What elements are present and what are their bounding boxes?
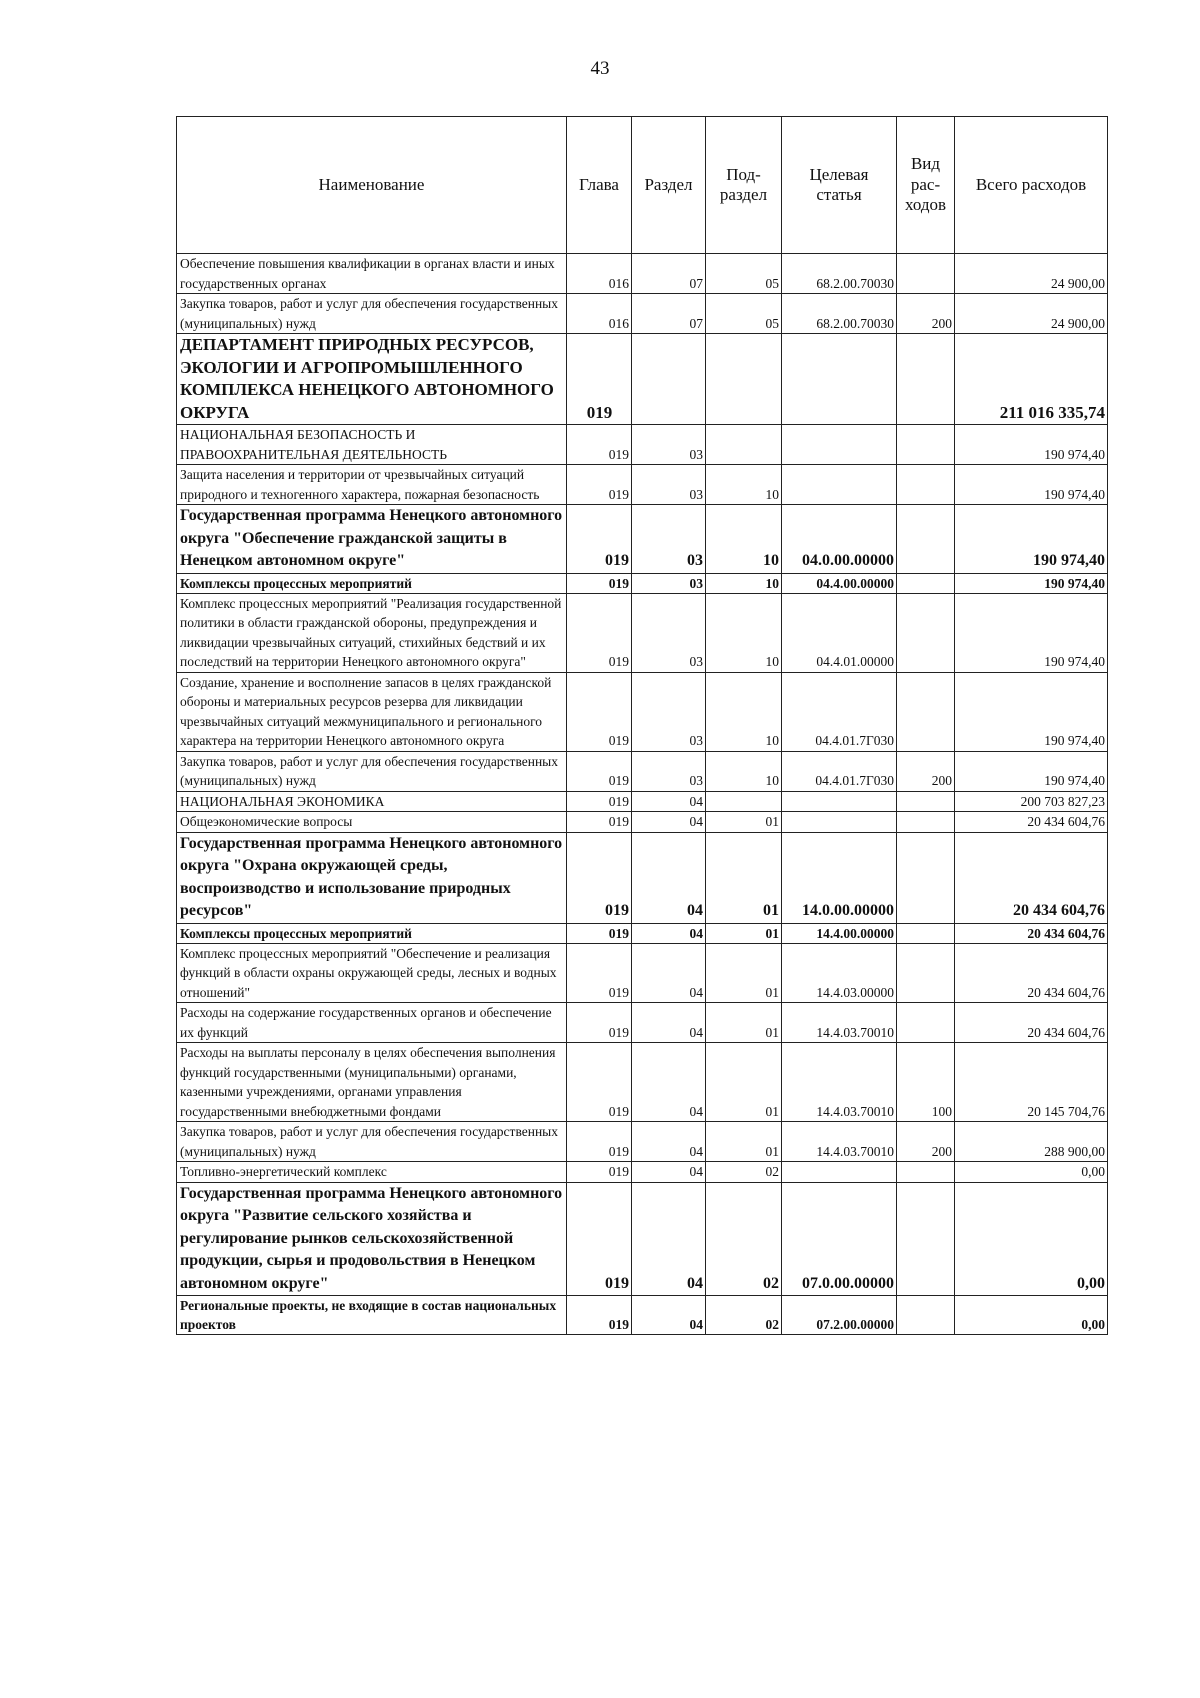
row-vid	[897, 943, 955, 1003]
row-razdel: 07	[632, 254, 706, 294]
row-podrazdel: 01	[706, 1122, 782, 1162]
row-tselevaya-statya	[782, 465, 897, 505]
row-total: 20 434 604,76	[955, 832, 1108, 923]
table-row	[177, 425, 1108, 465]
header-tselevaya-statya: Целевая статья	[782, 117, 897, 254]
row-vid	[897, 573, 955, 593]
row-total: 190 974,40	[955, 751, 1108, 791]
row-tselevaya-statya: 14.0.00.00000	[782, 832, 897, 923]
row-podrazdel: 01	[706, 943, 782, 1003]
row-vid	[897, 1003, 955, 1043]
row-podrazdel: 10	[706, 593, 782, 672]
row-podrazdel: 05	[706, 254, 782, 294]
row-vid	[897, 425, 955, 465]
header-total: Всего расходов	[955, 117, 1108, 254]
row-tselevaya-statya: 04.4.01.00000	[782, 593, 897, 672]
row-name: Комплекс процессных мероприятий "Реализация государственной политики в области гражданской обороны, предупреждения и ликвидации чрезвычайных ситуаций, стихийных бедствий и их последствий на территории Ненецкого автономного округа"	[177, 593, 567, 672]
row-podrazdel: 02	[706, 1296, 782, 1335]
row-name: Региональные проекты, не входящие в состав национальных проектов	[177, 1296, 567, 1335]
row-razdel: 04	[632, 1162, 706, 1183]
row-podrazdel	[706, 334, 782, 425]
row-total: 20 434 604,76	[955, 923, 1108, 943]
row-vid	[897, 832, 955, 923]
row-total: 20 145 704,76	[955, 1043, 1108, 1122]
row-glava: 019	[567, 573, 632, 593]
row-vid	[897, 791, 955, 812]
table-row-subprogram	[177, 1296, 1108, 1335]
table-row	[177, 1043, 1108, 1122]
row-total: 211 016 335,74	[955, 334, 1108, 425]
row-razdel: 03	[632, 425, 706, 465]
row-podrazdel: 10	[706, 672, 782, 751]
row-tselevaya-statya: 14.4.03.70010	[782, 1043, 897, 1122]
row-glava: 019	[567, 943, 632, 1003]
row-glava: 019	[567, 1296, 632, 1335]
row-total: 200 703 827,23	[955, 791, 1108, 812]
row-vid	[897, 505, 955, 574]
table-row-subprogram	[177, 923, 1108, 943]
table-row-program	[177, 1182, 1108, 1296]
row-tselevaya-statya: 04.4.01.7Г030	[782, 751, 897, 791]
table-row	[177, 1162, 1108, 1183]
row-glava: 019	[567, 1162, 632, 1183]
row-glava: 019	[567, 923, 632, 943]
row-razdel: 04	[632, 943, 706, 1003]
row-tselevaya-statya: 07.2.00.00000	[782, 1296, 897, 1335]
row-vid	[897, 672, 955, 751]
row-glava: 019	[567, 334, 632, 425]
row-glava: 019	[567, 812, 632, 833]
row-name: ДЕПАРТАМЕНТ ПРИРОДНЫХ РЕСУРСОВ, ЭКОЛОГИИ И АГРОПРОМЫШЛЕННОГО КОМПЛЕКСА НЕНЕЦКОГО АВТОНОМНОГО ОКРУГА	[177, 334, 567, 425]
row-razdel: 03	[632, 672, 706, 751]
row-total: 0,00	[955, 1162, 1108, 1183]
page-number: 43	[590, 58, 610, 79]
row-total: 190 974,40	[955, 672, 1108, 751]
row-vid	[897, 1182, 955, 1296]
row-glava: 019	[567, 1003, 632, 1043]
row-glava: 016	[567, 294, 632, 334]
row-tselevaya-statya	[782, 425, 897, 465]
row-podrazdel: 01	[706, 1043, 782, 1122]
row-name: НАЦИОНАЛЬНАЯ БЕЗОПАСНОСТЬ И ПРАВООХРАНИТЕЛЬНАЯ ДЕЯТЕЛЬНОСТЬ	[177, 425, 567, 465]
row-tselevaya-statya: 14.4.00.00000	[782, 923, 897, 943]
row-vid	[897, 254, 955, 294]
row-podrazdel: 02	[706, 1182, 782, 1296]
row-total: 190 974,40	[955, 425, 1108, 465]
row-name: Создание, хранение и восполнение запасов в целях гражданской обороны и материальных ресурсов резерва для ликвидации чрезвычайных ситуаций межмуниципального и регионального характера на территории Ненецкого автономного округа	[177, 672, 567, 751]
row-podrazdel: 05	[706, 294, 782, 334]
table-row-program	[177, 505, 1108, 574]
row-tselevaya-statya: 04.4.01.7Г030	[782, 672, 897, 751]
row-total: 20 434 604,76	[955, 943, 1108, 1003]
row-razdel: 04	[632, 1122, 706, 1162]
row-podrazdel: 01	[706, 923, 782, 943]
row-total: 24 900,00	[955, 294, 1108, 334]
row-vid	[897, 334, 955, 425]
table-row	[177, 791, 1108, 812]
row-total: 190 974,40	[955, 465, 1108, 505]
row-vid	[897, 1162, 955, 1183]
row-total: 20 434 604,76	[955, 812, 1108, 833]
row-razdel: 04	[632, 832, 706, 923]
row-tselevaya-statya: 14.4.03.70010	[782, 1003, 897, 1043]
row-razdel	[632, 334, 706, 425]
row-name: НАЦИОНАЛЬНАЯ ЭКОНОМИКА	[177, 791, 567, 812]
row-podrazdel: 02	[706, 1162, 782, 1183]
row-tselevaya-statya: 68.2.00.70030	[782, 294, 897, 334]
row-name: Закупка товаров, работ и услуг для обеспечения государственных (муниципальных) нужд	[177, 294, 567, 334]
header-razdel: Раздел	[632, 117, 706, 254]
row-podrazdel: 10	[706, 465, 782, 505]
row-name: Государственная программа Ненецкого автономного округа "Развитие сельского хозяйства и регулирование рынков сельскохозяйственной продукции, сырья и продовольствия в Ненецком автономном округе"	[177, 1182, 567, 1296]
row-name: Комплексы процессных мероприятий	[177, 573, 567, 593]
row-glava: 019	[567, 791, 632, 812]
row-name: Расходы на выплаты персоналу в целях обеспечения выполнения функций государственными (муниципальными) органами, казенными учреждениями, органами управления государственными внебюджетными фондами	[177, 1043, 567, 1122]
row-vid: 200	[897, 751, 955, 791]
row-name: Закупка товаров, работ и услуг для обеспечения государственных (муниципальных) нужд	[177, 1122, 567, 1162]
row-total: 24 900,00	[955, 254, 1108, 294]
row-tselevaya-statya	[782, 1162, 897, 1183]
row-total: 190 974,40	[955, 573, 1108, 593]
row-podrazdel	[706, 791, 782, 812]
header-podrazdel: Под- раздел	[706, 117, 782, 254]
table-row	[177, 812, 1108, 833]
row-razdel: 04	[632, 812, 706, 833]
row-name: Защита населения и территории от чрезвычайных ситуаций природного и техногенного характера, пожарная безопасность	[177, 465, 567, 505]
row-name: Закупка товаров, работ и услуг для обеспечения государственных (муниципальных) нужд	[177, 751, 567, 791]
row-tselevaya-statya: 07.0.00.00000	[782, 1182, 897, 1296]
row-podrazdel	[706, 425, 782, 465]
row-total: 190 974,40	[955, 593, 1108, 672]
row-razdel: 04	[632, 1182, 706, 1296]
row-name: Комплекс процессных мероприятий "Обеспечение и реализация функций в области охраны окружающей среды, лесных и водных отношений"	[177, 943, 567, 1003]
row-vid: 100	[897, 1043, 955, 1122]
row-name: Обеспечение повышения квалификации в органах власти и иных государственных органах	[177, 254, 567, 294]
header-name: Наименование	[177, 117, 567, 254]
table-row-department	[177, 334, 1108, 425]
row-name: Топливно-энергетический комплекс	[177, 1162, 567, 1183]
row-vid	[897, 1296, 955, 1335]
row-total: 288 900,00	[955, 1122, 1108, 1162]
table-row	[177, 1003, 1108, 1043]
row-podrazdel: 10	[706, 751, 782, 791]
row-total: 190 974,40	[955, 505, 1108, 574]
table-header-row	[177, 117, 1108, 254]
table-row	[177, 465, 1108, 505]
row-glava: 019	[567, 751, 632, 791]
row-razdel: 03	[632, 573, 706, 593]
row-tselevaya-statya: 04.4.00.00000	[782, 573, 897, 593]
table-row	[177, 943, 1108, 1003]
row-vid	[897, 593, 955, 672]
row-glava: 019	[567, 1043, 632, 1122]
row-razdel: 04	[632, 1043, 706, 1122]
row-tselevaya-statya: 04.0.00.00000	[782, 505, 897, 574]
header-vid-raskhodov: Вид рас- ходов	[897, 117, 955, 254]
row-total: 0,00	[955, 1182, 1108, 1296]
row-glava: 019	[567, 672, 632, 751]
row-name: Государственная программа Ненецкого автономного округа "Обеспечение гражданской защиты в Ненецком автономном округе"	[177, 505, 567, 574]
row-podrazdel: 10	[706, 505, 782, 574]
table-row	[177, 254, 1108, 294]
row-name: Расходы на содержание государственных органов и обеспечение их функций	[177, 1003, 567, 1043]
row-razdel: 03	[632, 505, 706, 574]
row-tselevaya-statya	[782, 791, 897, 812]
row-vid	[897, 923, 955, 943]
budget-table	[176, 116, 1108, 1335]
row-tselevaya-statya	[782, 334, 897, 425]
row-tselevaya-statya: 14.4.03.70010	[782, 1122, 897, 1162]
table-row	[177, 751, 1108, 791]
row-razdel: 03	[632, 593, 706, 672]
row-glava: 019	[567, 505, 632, 574]
row-name: Общеэкономические вопросы	[177, 812, 567, 833]
row-vid	[897, 812, 955, 833]
row-podrazdel: 01	[706, 832, 782, 923]
table-row	[177, 672, 1108, 751]
row-razdel: 07	[632, 294, 706, 334]
row-glava: 019	[567, 593, 632, 672]
row-razdel: 04	[632, 1296, 706, 1335]
table-row	[177, 1122, 1108, 1162]
row-razdel: 03	[632, 465, 706, 505]
row-tselevaya-statya: 68.2.00.70030	[782, 254, 897, 294]
row-podrazdel: 01	[706, 1003, 782, 1043]
row-glava: 019	[567, 465, 632, 505]
row-podrazdel: 10	[706, 573, 782, 593]
row-glava: 016	[567, 254, 632, 294]
row-tselevaya-statya: 14.4.03.00000	[782, 943, 897, 1003]
row-vid	[897, 465, 955, 505]
row-podrazdel: 01	[706, 812, 782, 833]
row-razdel: 04	[632, 1003, 706, 1043]
row-razdel: 03	[632, 751, 706, 791]
table-row-subprogram	[177, 573, 1108, 593]
row-razdel: 04	[632, 791, 706, 812]
row-total: 20 434 604,76	[955, 1003, 1108, 1043]
row-total: 0,00	[955, 1296, 1108, 1335]
row-name: Комплексы процессных мероприятий	[177, 923, 567, 943]
table-row-program	[177, 832, 1108, 923]
row-glava: 019	[567, 1122, 632, 1162]
table-row	[177, 593, 1108, 672]
row-razdel: 04	[632, 923, 706, 943]
row-tselevaya-statya	[782, 812, 897, 833]
header-glava: Глава	[567, 117, 632, 254]
row-glava: 019	[567, 425, 632, 465]
row-name: Государственная программа Ненецкого автономного округа "Охрана окружающей среды, воспроизводство и использование природных ресурсов"	[177, 832, 567, 923]
row-glava: 019	[567, 1182, 632, 1296]
table-row	[177, 294, 1108, 334]
row-vid: 200	[897, 1122, 955, 1162]
row-glava: 019	[567, 832, 632, 923]
row-vid: 200	[897, 294, 955, 334]
